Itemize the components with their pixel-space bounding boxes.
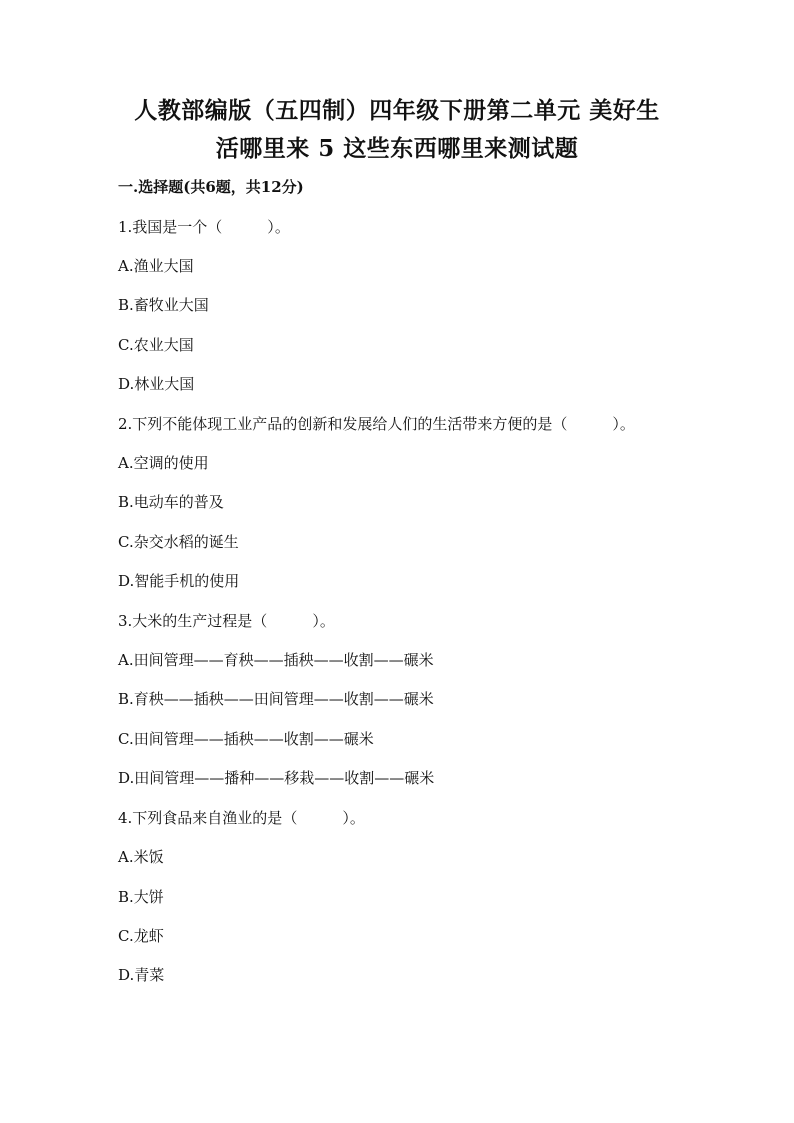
document-title xyxy=(100,92,694,168)
question-1-option-b: B.畜牧业大国 xyxy=(118,296,209,314)
question-3-option-a: A.田间管理——育秧——插秧——收割——碾米 xyxy=(118,651,434,669)
question-2-stem: 2.下列不能体现工业产品的创新和发展给人们的生活带来方便的是（ ）。 xyxy=(118,415,635,433)
question-2-option-c: C.杂交水稻的诞生 xyxy=(118,533,239,551)
question-2-option-a: A.空调的使用 xyxy=(118,454,209,472)
question-4-option-a: A.米饭 xyxy=(118,848,164,866)
question-3-option-b: B.育秧——插秧——田间管理——收割——碾米 xyxy=(118,690,434,708)
question-4-option-d: D.青菜 xyxy=(118,966,165,984)
question-1-option-a: A.渔业大国 xyxy=(118,257,194,275)
question-1-option-d: D.林业大国 xyxy=(118,375,195,393)
question-2-option-d: D.智能手机的使用 xyxy=(118,572,240,590)
title-line-2: 活哪里来 5 这些东西哪里来测试题 xyxy=(215,135,579,162)
question-3-stem: 3.大米的生产过程是（ ）。 xyxy=(118,612,335,630)
question-1-option-c: C.农业大国 xyxy=(118,336,194,354)
question-4-option-c: C.龙虾 xyxy=(118,927,164,945)
question-3-option-d: D.田间管理——播种——移栽——收割——碾米 xyxy=(118,769,435,787)
question-2-option-b: B.电动车的普及 xyxy=(118,493,224,511)
title-line-1: 人教部编版（五四制）四年级下册第二单元 美好生 xyxy=(134,97,660,124)
question-3-option-c: C.田间管理——插秧——收割——碾米 xyxy=(118,730,374,748)
question-4-option-b: B.大饼 xyxy=(118,888,164,906)
question-1-stem: 1.我国是一个（ ）。 xyxy=(118,218,290,236)
section-header: 一.选择题(共6题，共12分) xyxy=(118,178,304,196)
question-4-stem: 4.下列食品来自渔业的是（ ）。 xyxy=(118,809,365,827)
